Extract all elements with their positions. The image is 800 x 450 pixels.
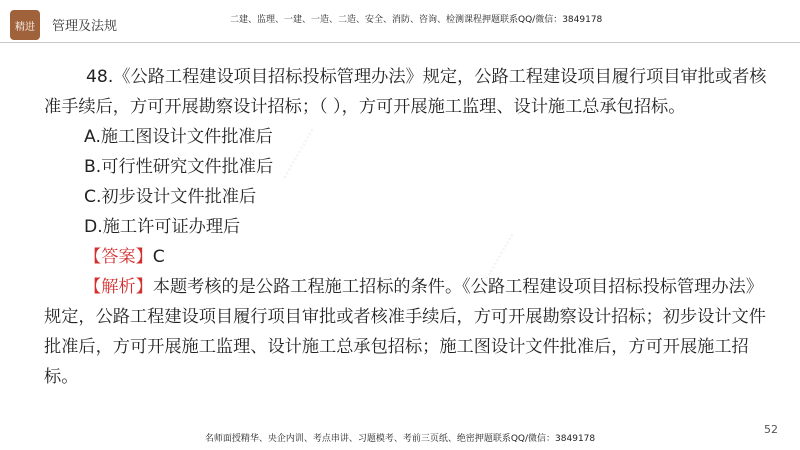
analysis-text: 本题考核的是公路工程施工招标的条件。《公路工程建设项目招标投标管理办法》规定，公路工程建设项目履行项目审批或者核准手续后，方可开展勘察设计招标；初步设计文件批准后，方可开展施工监理、设计施工总承包招标；施工图设计文件批准后，方可开展施工招标。	[44, 277, 766, 387]
answer-tag: 【答案】	[84, 247, 153, 267]
answer-value: C	[152, 247, 165, 267]
watermark: ◦◦◦◦◦◦◦◦◦◦◦◦◦◦	[280, 126, 317, 182]
header-divider	[0, 42, 800, 43]
header-notice: 二建、监理、一建、一造、二造、安全、消防、咨询、检测课程押题联系QQ/微信：3849178	[230, 15, 603, 25]
footer-notice: 名师面授精华、央企内训、考点串讲、习题模考、考前三页纸、绝密押题联系QQ/微信：3849178	[204, 434, 596, 444]
watermark: ◦◦◦◦◦◦◦◦◦◦◦◦◦◦	[480, 231, 517, 287]
option-d: D.施工许可证办理后	[84, 217, 241, 237]
answer-line	[84, 242, 769, 272]
question-content	[44, 62, 769, 392]
option-b: B.可行性研究文件批准后	[84, 157, 274, 177]
option-a: A.施工图设计文件批准后	[84, 127, 273, 147]
page-number: 52	[764, 423, 778, 436]
analysis-paragraph	[44, 272, 769, 392]
question-stem: 48.《公路工程建设项目招标投标管理办法》规定，公路工程建设项目履行项目审批或者核准手续后，方可开展勘察设计招标；（ ），方可开展施工监理、设计施工总承包招标。	[44, 67, 767, 117]
option-c: C.初步设计文件批准后	[84, 187, 257, 207]
logo: 精进	[10, 10, 40, 40]
analysis-tag: 【解析】	[84, 277, 153, 297]
subject-title: 管理及法规	[52, 19, 118, 34]
